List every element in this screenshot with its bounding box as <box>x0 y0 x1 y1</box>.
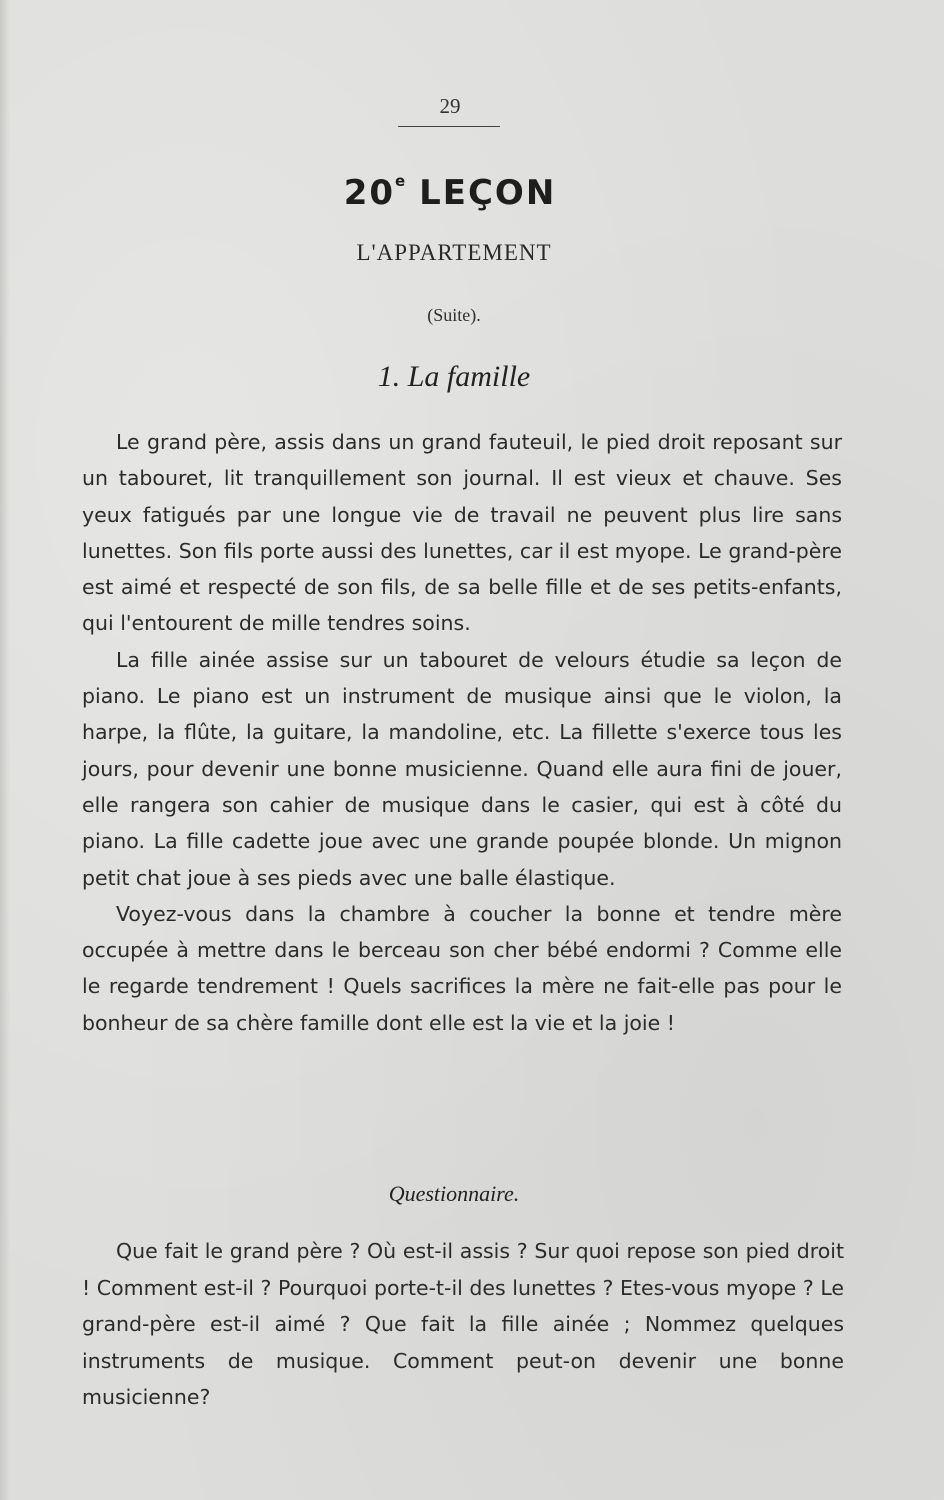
lesson-text <box>82 424 842 1041</box>
questions-paragraph: Que fait le grand père ? Où est-il assis ? Sur quoi repose son pied droit ! Comment est-il ? Pourquoi porte-t-il des lunettes ? Etes-vous myope ? Le grand-père est-il aimé ? Que fait la fille ainée ; Nommez quelques instruments de musique. Comment peut-on devenir une bonne musicienne? <box>82 1239 844 1409</box>
paragraph-grandfather: Le grand père, assis dans un grand fauteuil, le pied droit reposant sur un tabouret, lit tranquillement son journal. Il est vieux et chauve. Ses yeux fatigués par une longue vie de travail ne peuvent plus lire sans lunettes. Son fils porte aussi des lunettes, car il est myope. Le grand-père est aimé et respecté de son fils, de sa belle fille et de ses petits-enfants, qui l'entourent de mille tendres soins. <box>82 430 842 636</box>
questionnaire-title: Questionnaire. <box>388 1181 520 1206</box>
questionnaire-text <box>82 1233 844 1416</box>
continuation-note: (Suite). <box>427 305 481 325</box>
section-title: 1. La famille <box>377 360 531 393</box>
lesson-heading <box>0 172 900 213</box>
page-number: 29 <box>439 94 461 118</box>
paragraph-daughters: La fille ainée assise sur un tabouret de velours étudie sa leçon de piano. Le piano est un instrument de musique ainsi que le violon, la harpe, la flûte, la guitare, la mandoline, etc. La fillette s'exerce tous les jours, pour devenir une bonne musicienne. Quand elle aura fini de jouer, elle rangera son cahier de musique dans le casier, qui est à côté du piano. La fille cadette joue avec une grande poupée blonde. Un mignon petit chat joue à ses pieds avec une balle élastique. <box>82 647 842 890</box>
paragraph-mother: Voyez-vous dans la chambre à coucher la bonne et tendre mère occupée à mettre dans le berceau son cher bébé endormi ? Comme elle le regarde tendrement ! Quels sacrifices la mère ne fait-elle pas pour le bonheur de sa chère famille dont elle est la vie et la joie ! <box>82 901 842 1035</box>
lesson-word: LEÇON <box>419 173 557 213</box>
page-number-rule <box>398 126 500 127</box>
lesson-ordinal-suffix: e <box>395 172 406 190</box>
chapter-title: L'APPARTEMENT <box>356 240 552 265</box>
lesson-number: 20 <box>343 173 396 213</box>
